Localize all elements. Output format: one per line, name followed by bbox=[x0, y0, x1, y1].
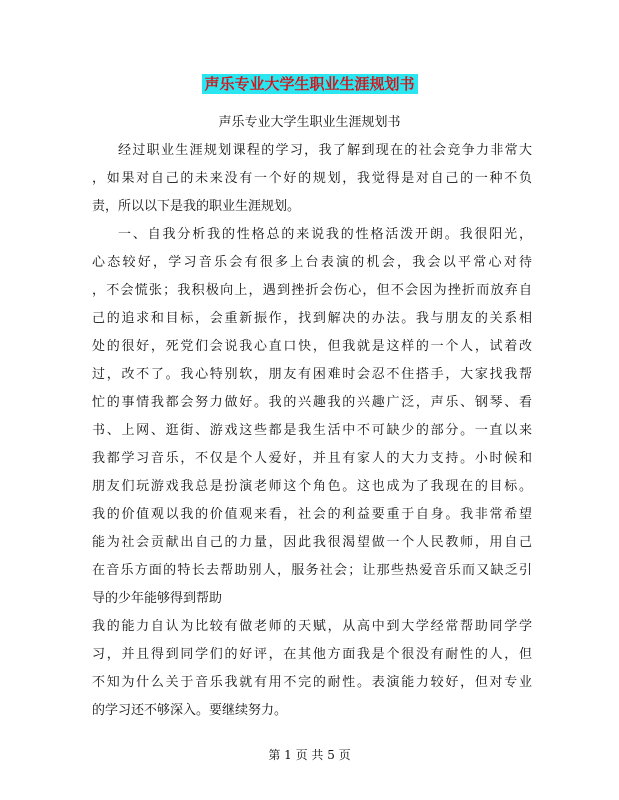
page-number-footer: 第 1 页 共 5 页 bbox=[268, 748, 351, 762]
text-line: 不知为什么关于音乐我就有用不完的耐性。表演能力较好，但对专业 bbox=[92, 675, 532, 690]
text-line: 朋友们玩游戏我总是扮演老师这个角色。这也成为了我现在的目标。 bbox=[92, 479, 532, 494]
text-line: 处的很好，死党们会说我心直口快，但我就是这样的一个人，试着改 bbox=[92, 339, 532, 354]
document-title: 声乐专业大学生职业生涯规划书 bbox=[201, 74, 417, 94]
text-line: 我的能力自认为比较有做老师的天赋，从高中到大学经常帮助同学学 bbox=[92, 619, 532, 634]
text-line: 能为社会贡献出自己的力量，因此我很渴望做一个人民教师，用自己 bbox=[92, 535, 532, 550]
text-line: 心态较好，学习音乐会有很多上台表演的机会，我会以平常心对待 bbox=[92, 255, 532, 270]
text-line: 的学习还不够深入。要继续努力。 bbox=[92, 703, 288, 718]
text-line: 在音乐方面的特长去帮助别人，服务社会；让那些热爱音乐而又缺乏引 bbox=[92, 563, 532, 578]
text-line: 我的价值观以我的价值观来看，社会的利益要重于自身。我非常希望 bbox=[92, 507, 532, 522]
document-subtitle: 声乐专业大学生职业生涯规划书 bbox=[218, 115, 401, 130]
text-line: 我都学习音乐，不仅是个人爱好，并且有家人的大力支持。小时候和 bbox=[92, 451, 532, 466]
text-line: 过，改不了。我心特别软，朋友有困难时会忍不住搭手，大家找我帮 bbox=[92, 367, 532, 382]
text-line: 忙的事情我都会努力做好。我的兴趣我的兴趣广泛，声乐、钢琴、看 bbox=[92, 395, 532, 410]
text-line: ，不会慌张；我积极向上，遇到挫折会伤心，但不会因为挫折而放弃自 bbox=[92, 283, 532, 298]
text-line: 责，所以以下是我的职业生涯规划。 bbox=[92, 199, 301, 214]
text-line: ，如果对自己的未来没有一个好的规划，我觉得是对自己的一种不负 bbox=[92, 171, 532, 186]
text-line: 一、自我分析我的性格总的来说我的性格活泼开朗。我很阳光， bbox=[118, 227, 532, 242]
text-line: 习，并且得到同学们的好评，在其他方面我是个很没有耐性的人，但 bbox=[92, 647, 532, 662]
text-line: 书、上网、逛街、游戏这些都是我生活中不可缺少的部分。一直以来 bbox=[92, 423, 532, 438]
text-line: 己的追求和目标，会重新振作，找到解决的办法。我与朋友的关系相 bbox=[92, 311, 532, 326]
text-line: 导的少年能够得到帮助 bbox=[92, 591, 223, 606]
text-line: 经过职业生涯规划课程的学习，我了解到现在的社会竞争力非常大 bbox=[118, 143, 532, 158]
